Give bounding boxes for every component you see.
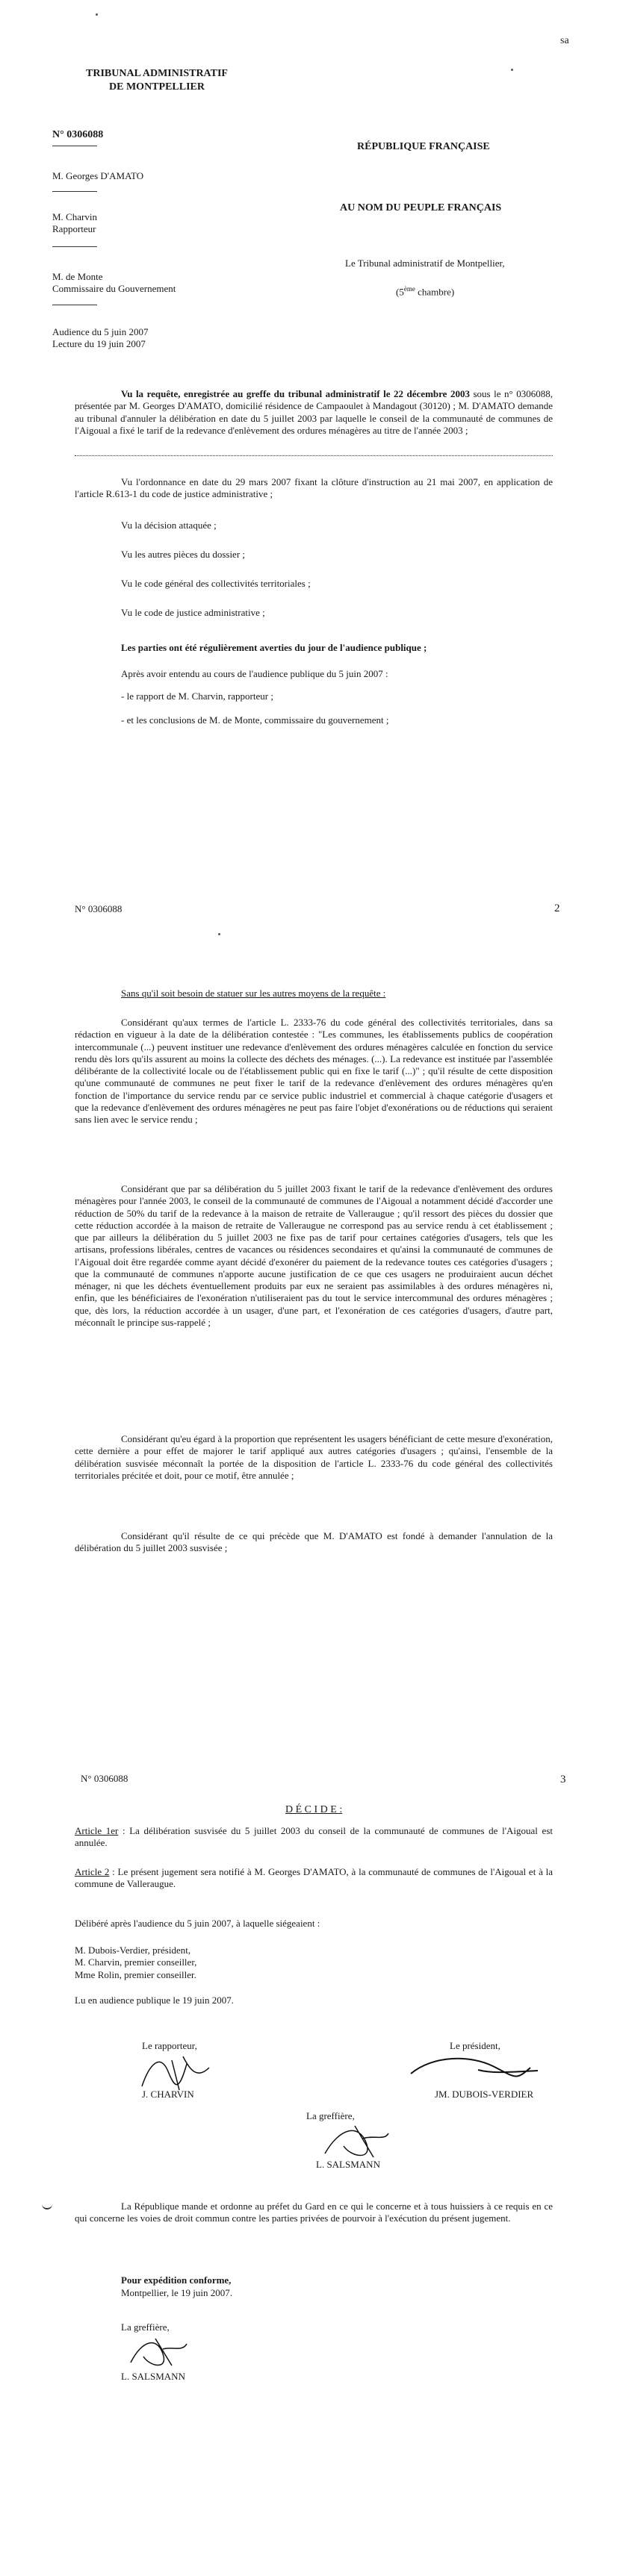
requete-bold: Vu la requête, enregistrée au greffe du tribunal administratif le 22 décembre 2003 [121, 388, 470, 399]
greffiere2-signature [120, 2333, 194, 2370]
member-3: Mme Rolin, premier conseiller. [75, 1968, 196, 1980]
conclusions-line: - et les conclusions de M. de Monte, commissaire du gouvernement ; [121, 714, 389, 726]
considerant-1: Considérant qu'aux termes de l'article L. 2333-76 du code général des collectivités territoriales, dans sa rédaction en vigueur à la date de la délibération contestée : "Les communes, les établissements publics de coopération intercommunale (...) peuvent instituer une redevance d'enlèvement des ordures ménagères calculée en fonction du service rendu dès lors qu'ils assurent au moins la collecte des déchets des ménages. (...). La redevance est instituée par l'assemblée délibérante de la collectivité locale ou de l'établissement public qui en fixe le tarif (...)" ; qu'il résulte de cette disposition qu'une communauté de communes ne peut fixer le tarif de la redevance d'enlèvement des ordures ménagères qu'en fonction de l'importance du service rendu par ce service public industriel et commercial à chaque catégorie d'usagers et que la redevance d'enlèvement des ordures ménagères ne peut pas faire l'objet d'exonérations ou de réductions qui seraient sans lien avec le service rendu ; [75, 1017, 553, 1125]
commissaire-name: M. de Monte [52, 271, 103, 282]
article-2 [75, 1866, 553, 1891]
case-number: N° 0306088 [52, 129, 104, 140]
rapporteur-title: Rapporteur [52, 223, 96, 235]
audience-date: Audience du 5 juin 2007 [52, 326, 149, 337]
scan-speck [218, 933, 220, 935]
president-signatory: JM. DUBOIS-VERDIER [435, 2089, 534, 2100]
chambre-post: chambre) [415, 286, 455, 298]
petitioner: M. Georges D'AMATO [52, 170, 144, 181]
vu-pieces: Vu les autres pièces du dossier ; [121, 549, 246, 560]
greffiere-signature [314, 2120, 396, 2161]
court-line-1: TRIBUNAL ADMINISTRATIF [86, 68, 228, 79]
case-number: N° 0306088 [75, 903, 123, 914]
ordonnance-paragraph: Vu l'ordonnance en date du 29 mars 2007 fixant la clôture d'instruction au 21 mai 2007, en application de l'article R.613-1 du code de justice administrative ; [75, 476, 553, 500]
article-2-text: : Le présent jugement sera notifié à M. Georges D'AMATO, à la communauté de communes de l'Aigoual et à la commune de Valleraugue. [75, 1866, 554, 1890]
rapporteur-block [52, 211, 97, 236]
greffiere-signatory: L. SALSMANN [316, 2159, 380, 2170]
vu-cja: Vu le code de justice administrative ; [121, 607, 265, 618]
chambre-sup: ème [403, 285, 415, 293]
page-number: 3 [560, 1774, 566, 1786]
lecture-date: Lecture du 19 juin 2007 [52, 338, 146, 350]
rapport-line: - le rapport de M. Charvin, rapporteur ; [121, 690, 273, 702]
apres-line: Après avoir entendu au cours de l'audience publique du 5 juin 2007 : [121, 668, 388, 679]
member-1: M. Dubois-Verdier, président, [75, 1945, 191, 1956]
court-line-2: DE MONTPELLIER [109, 81, 205, 93]
members-list [75, 1945, 196, 1981]
case-number: N° 0306088 [81, 1773, 128, 1784]
greffiere2-signatory: L. SALSMANN [121, 2371, 185, 2382]
article-2-label: Article 2 [75, 1866, 110, 1877]
considerant-2: Considérant que par sa délibération du 5 juillet 2003 fixant le tarif de la redevance d'enlèvement des ordures ménagères pour l'année 2003, le conseil de la communauté de communes de l'Aigoual a notamment décidé d'accorder une réduction de 50% du tarif de la redevance à la maison de retraite de Valleraugue ; qu'il ressort des pièces du dossier que cette réduction accordée à la maison de retraite de Valleraugue ne correspond pas au service rendu à cet établissement ; que par ailleurs la délibération du 5 juillet 2003 ne fixe pas de tarif pour certaines catégories d'usagers, tels que les artisans, professions libérales, centres de vacances ou résidences secondaires et qu'ainsi la communauté de communes de l'Aigoual doit être regardée comme ayant décidé d'exonérer du paiement de la redevance toutes ces catégories d'usagers ; que la communauté de communes n'apporte aucune justification de ce que ces usagers ne produiraient aucun déchet ménager, ni que les déchets éventuellement produits par eux ne seraient pas assimilables à des ordures ménagères ni, enfin, que les bénéficiaires de l'exonération n'utiliseraient pas du tout le service intercommunal des ordures ménagères ; que, dès lors, la réduction accordée à un usager, d'une part, et l'exonération de ces catégories d'usagers, d'autre part, méconnaît le principe sus-rappelé ; [75, 1183, 553, 1328]
page-number: 2 [554, 902, 560, 914]
greffiere-label: La greffière, [306, 2110, 355, 2121]
requete-rest: sous le n° 0306088, présentée par M. Georges D'AMATO, domicilié résidence de Campaoulet à Mandagout (30120) ; M. D'AMATO demande au tribunal d'annuler la délibération en date du 5 juillet 2003 par laquelle le conseil de la communauté de communes de l'Aigoual a fixé le tarif de la redevance d'enlèvement des ordures ménagères au titre de l'année 2003 ; [75, 388, 554, 436]
scan-speck [511, 69, 513, 71]
scan-speck [96, 13, 98, 16]
parties-line: Les parties ont été régulièrement averties du jour de l'audience publique ; [121, 642, 427, 653]
commissaire-block [52, 271, 176, 296]
formule-executoire: La République mande et ordonne au préfet du Gard en ce qui le concerne et à tous huissiers à ce requis en ce qui concerne les voies de droit commun contre les parties privées de pourvoir à l'exécution du présent jugement. [75, 2201, 553, 2224]
vu-cgct: Vu le code général des collectivités territoriales ; [121, 578, 311, 589]
commissaire-title: Commissaire du Gouvernement [52, 283, 176, 295]
rapporteur-signature [127, 2049, 224, 2094]
considerant-3: Considérant qu'eu égard à la proportion que représentent les usagers bénéficiant de cette mesure d'exonération, cette dernière a pour effet de majorer le tarif appliqué aux autres catégories d'usagers ; qu'ainsi, l'ensemble de la délibération susvisée méconnaît la portée de la disposition de l'article L. 2333-76 du code général des collectivités territoriales précitée et doit, pour ce motif, être annulée ; [75, 1433, 553, 1481]
president-signature [403, 2051, 545, 2089]
chambre-line [396, 285, 454, 299]
expedition-date: Montpellier, le 19 juin 2007. [121, 2287, 232, 2298]
member-2: M. Charvin, premier conseiller, [75, 1956, 197, 1968]
lu-line: Lu en audience publique le 19 juin 2007. [75, 1995, 235, 2006]
greffiere2-label: La greffière, [121, 2321, 170, 2333]
delibere-line: Délibéré après l'audience du 5 juin 2007, à laquelle siégeaient : [75, 1918, 320, 1929]
corner-mark: sa [560, 35, 569, 46]
vu-decision: Vu la décision attaquée ; [121, 520, 217, 531]
rapporteur-name: M. Charvin [52, 211, 97, 222]
considerant-4: Considérant qu'il résulte de ce qui précède que M. D'AMATO est fondé à demander l'annulation de la délibération du 5 juillet 2003 susvisée ; [75, 1530, 553, 1554]
tribunal-line: Le Tribunal administratif de Montpellier, [345, 258, 505, 269]
expedition-line: Pour expédition conforme, [121, 2274, 232, 2286]
article-1-label: Article 1er [75, 1825, 119, 1836]
rapporteur-label: Le rapporteur, [142, 2040, 197, 2051]
divider [52, 191, 97, 192]
article-1 [75, 1825, 553, 1850]
president-label: Le président, [450, 2040, 500, 2051]
peuple-heading: AU NOM DU PEUPLE FRANÇAIS [340, 202, 502, 213]
decide-heading: D É C I D E : [285, 1804, 343, 1815]
dotted-separator [75, 455, 553, 456]
expedition-block [121, 2274, 231, 2286]
republic-heading: RÉPUBLIQUE FRANÇAISE [357, 141, 490, 152]
divider [52, 246, 97, 247]
sans-heading: Sans qu'il soit besoin de statuer sur les autres moyens de la requête : [121, 988, 386, 999]
rapporteur-signatory: J. CHARVIN [142, 2089, 194, 2100]
article-1-text: : La délibération susvisée du 5 juillet 2003 du conseil de la communauté de communes de l'Aigoual est annulée. [75, 1825, 553, 1849]
audience-block [52, 326, 149, 351]
requete-paragraph [75, 388, 553, 437]
margin-mark [42, 2202, 52, 2209]
chambre-pre: (5 [396, 286, 404, 298]
court-name [67, 67, 247, 93]
